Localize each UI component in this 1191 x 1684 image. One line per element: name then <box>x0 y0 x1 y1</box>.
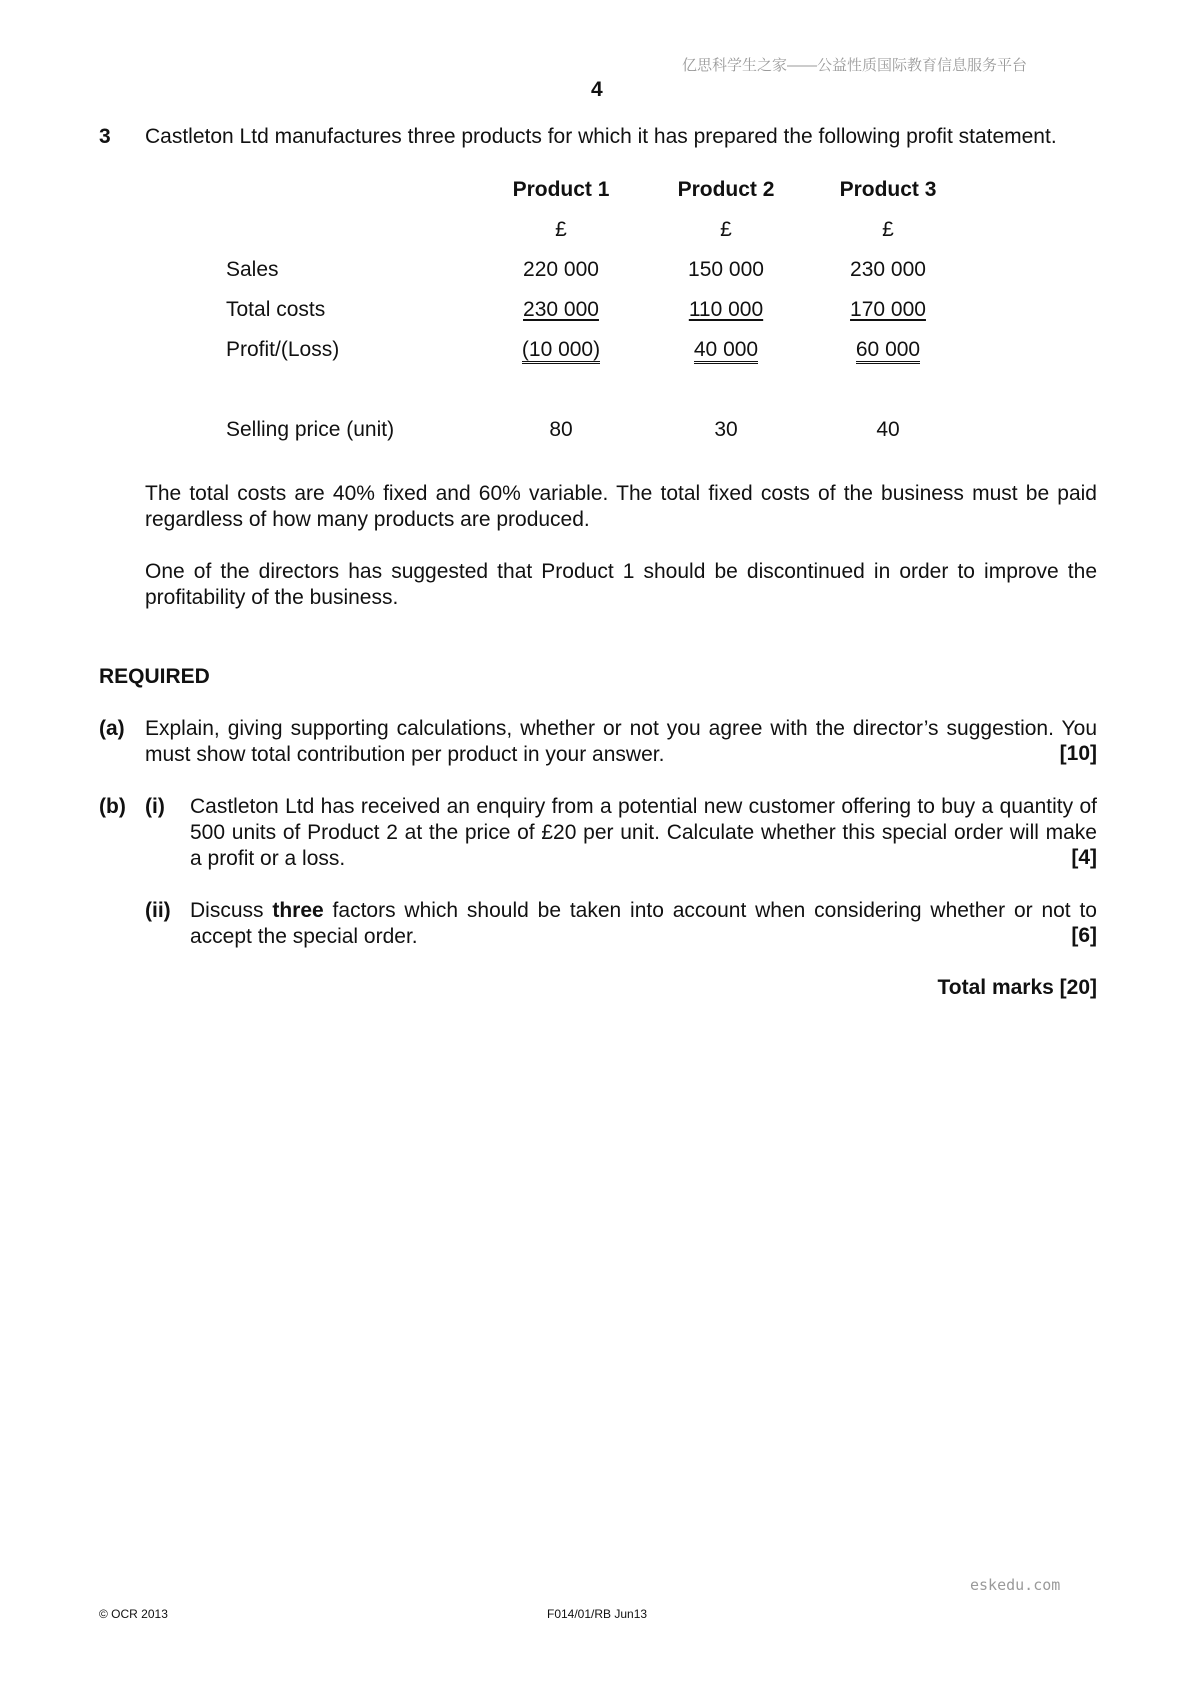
table-cell: 230 000 <box>850 258 926 281</box>
row-label-total-costs: Total costs <box>226 298 326 321</box>
part-a-label: (a) <box>99 717 125 740</box>
table-cell: 150 000 <box>688 258 764 281</box>
table-cell: 40 <box>876 418 900 441</box>
site-watermark: eskedu.com <box>970 1576 1061 1594</box>
part-b-ii-label: (ii) <box>145 899 171 922</box>
table-cell: 30 <box>714 418 738 441</box>
watermark-text: 亿思科学生之家——公益性质国际教育信息服务平台 <box>682 57 1028 74</box>
question-intro: Castleton Ltd manufactures three products for which it has prepared the following profit statement. <box>145 125 1057 148</box>
part-b-i-label: (i) <box>145 795 165 818</box>
currency-symbol: £ <box>882 218 894 241</box>
table-cell: 80 <box>549 418 573 441</box>
paragraph-costs: The total costs are 40% fixed and 60% variable. The total fixed costs of the business must be paid regardless of how many products are produced. <box>145 482 1097 531</box>
table-cell: 230 000 <box>523 298 599 321</box>
table-cell: 220 000 <box>523 258 599 281</box>
required-heading: REQUIRED <box>99 665 210 688</box>
table-header-product-3: Product 3 <box>839 178 937 201</box>
paragraph-director-suggestion: One of the directors has suggested that Product 1 should be discontinued in order to improve the profitability of the business. <box>145 560 1097 609</box>
table-header-product-1: Product 1 <box>512 178 610 201</box>
part-b-i-text: Castleton Ltd has received an enquiry from a potential new customer offering to buy a quantity of 500 units of Product 2 at the price of £20 per unit. Calculate whether this special order will make a profit or a loss. <box>190 795 1097 870</box>
part-b-i-marks: [4] <box>1071 846 1097 869</box>
table-cell: 170 000 <box>850 298 926 321</box>
question-number: 3 <box>99 125 111 148</box>
table-cell: 60 000 <box>856 338 920 364</box>
document-code: F014/01/RB Jun13 <box>547 1607 648 1621</box>
part-b-ii-text: Discuss three factors which should be taken into account when considering whether or not to accept the special order. <box>190 899 1097 948</box>
part-b-label: (b) <box>99 795 126 818</box>
part-a-marks: [10] <box>1059 742 1097 765</box>
row-label-profit-loss: Profit/(Loss) <box>226 338 340 361</box>
total-marks: Total marks [20] <box>937 976 1097 999</box>
table-cell: (10 000) <box>522 338 600 364</box>
part-b-ii-marks: [6] <box>1071 924 1097 947</box>
emphasis-three: three <box>272 899 324 922</box>
part-a-text: Explain, giving supporting calculations, whether or not you agree with the director’s suggestion. You must show total contribution per product in your answer. <box>145 717 1097 766</box>
copyright-text: © OCR 2013 <box>99 1607 168 1621</box>
table-header-product-2: Product 2 <box>677 178 775 201</box>
table-cell: 110 000 <box>688 298 764 321</box>
row-label-selling-price: Selling price (unit) <box>226 418 395 441</box>
page-number: 4 <box>591 78 603 101</box>
currency-symbol: £ <box>720 218 732 241</box>
currency-symbol: £ <box>555 218 567 241</box>
table-cell: 40 000 <box>694 338 758 364</box>
row-label-sales: Sales <box>226 258 279 281</box>
